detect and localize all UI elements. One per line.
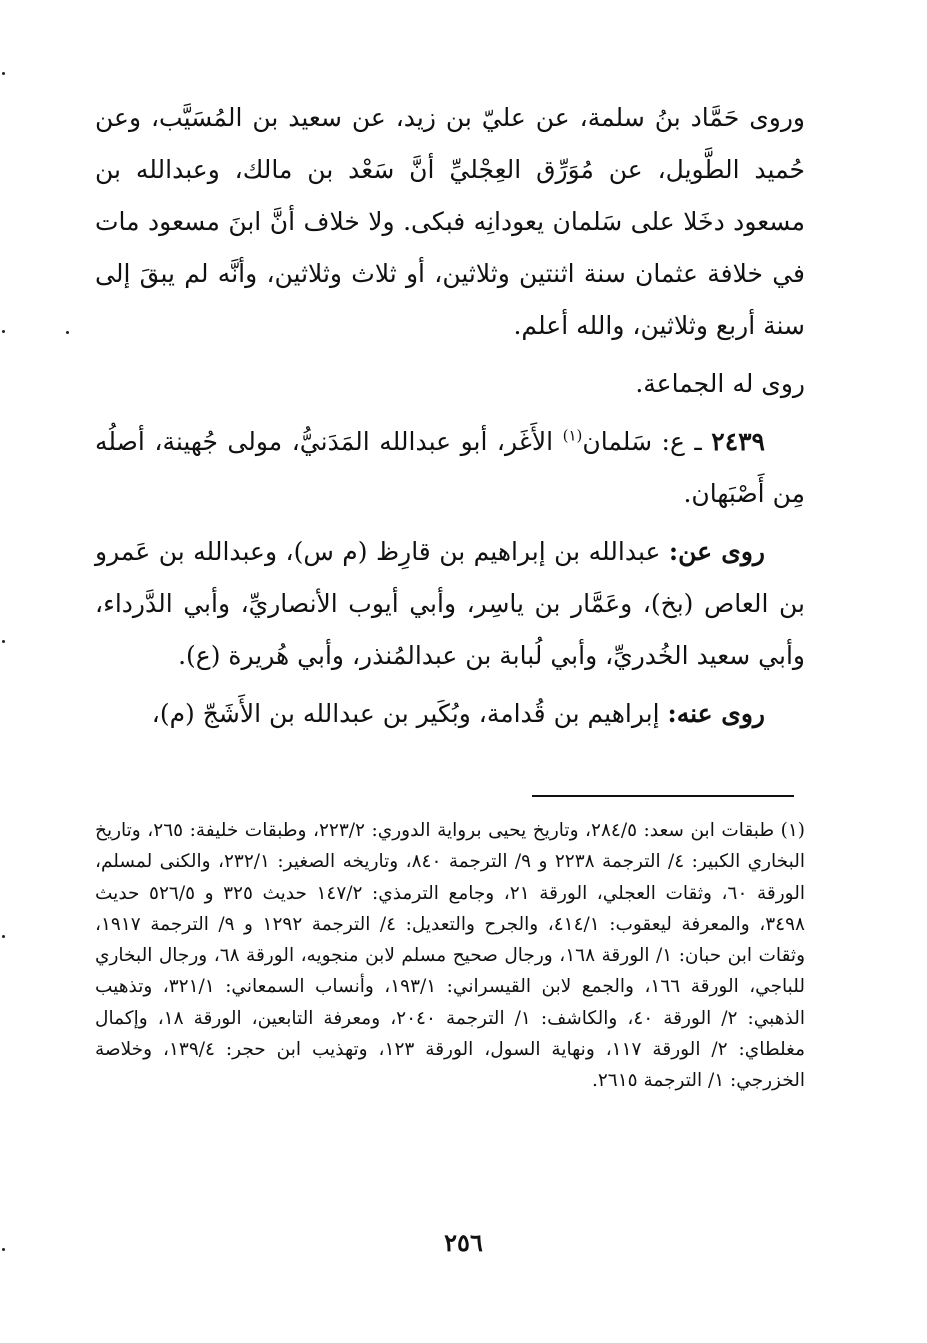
main-text [95,92,805,740]
paragraph-death-report: وروى حَمَّاد بنُ سلمة، عن عليّ بن زيد، عن سعيد بن المُسَيَّب، وعن حُميد الطَّويل، عن مُوَرِّق العِجْليِّ أنَّ سَعْد بن مالك، وعبدالله بن مسعود دخَلا على سَلمان يعودانِه فبكى. ولا خلاف أنَّ ابنَ مسعود مات في خلافة عثمان سنة اثنتين وثلاثين، أو ثلاث وثلاثين، وأنَّه لم يبقَ إلى سنة أربع وثلاثين، والله أعلم. [95,103,805,340]
narrated-by-label: روى عنه: [667,699,765,728]
paragraph-narrated-by-all: روى له الجماعة. [635,369,805,398]
margin-mark [2,72,5,75]
entry-heading [95,416,805,520]
footnote-text: طبقات ابن سعد: ٢٨٤/٥، وتاريخ يحيى برواية الدوري: ٢٢٣/٢، وطبقات خليفة: ٢٦٥، وتاريخ البخاري الكبير: ٤/ الترجمة ٢٢٣٨ و ٩/ الترجمة ٨٤٠، وتاريخه الصغير: ٢٣٢/١، والكنى لمسلم، الورقة ٦٠، وثقات العجلي، الورقة ٢١، وجامع الترمذي: ١٤٧/٢ حديث ٣٢٥ و ٥٢٦/٥ حديث ٣٤٩٨، والمعرفة ليعقوب: ٤١٤/١، والجرح والتعديل: ٤/ الترجمة ١٢٩٢ و ٩/ الترجمة ١٩١٧، وثقات ابن حبان: ١/ الورقة ١٦٨، ورجال صحيح مسلم لابن منجويه، الورقة ٦٨، ورجال البخاري للباجي، الورقة ١٦٦، والجمع لابن القيسراني: ١٩٣/١، وأنساب السمعاني: ٣٢١/١، وتذهيب الذهبي: ٢/ الورقة ٤٠، والكاشف: ١/ الترجمة ٢٠٤٠، ومعرفة التابعين، الورقة ١٨، وإكمال مغلطاي: ٢/ الورقة ١١٧، ونهاية السول، الورقة ١٢٣، وتهذيب ابن حجر: ١٣٩/٤، وخلاصة الخزرجي: ١/ الترجمة ٢٦١٥. [95,820,806,1092]
paragraph-narrated-by [95,688,805,740]
entry-number: ٢٤٣٩ [711,427,765,456]
margin-mark [66,331,69,334]
margin-mark [2,330,5,333]
paragraph-narrated-from [95,526,805,682]
narrated-from-label: روى عن: [668,537,765,566]
page-number: ٢٥٦ [444,1228,483,1257]
margin-mark [2,640,5,643]
entry-separator: ـ ع: [652,427,712,456]
footnote-marker: (١) [780,820,806,841]
narrated-by-text: إبراهيم بن قُدامة، وبُكَير بن عبدالله بن الأَشَجّ (م)، [151,699,668,728]
footnote-separator [532,795,794,797]
entry-name: سَلمان [582,427,653,456]
footnote-reference: (١) [562,426,583,445]
margin-mark [2,1248,5,1251]
entry-description: الأَغَر، أبو عبدالله المَدَنيُّ، مولى جُهينة، أصلُه مِن أَصْبَهان. [95,427,805,508]
footnote [95,815,805,1097]
margin-mark [2,935,5,938]
narrated-from-text: عبدالله بن إبراهيم بن قارِظ (م س)، وعبدالله بن عَمرو بن العاص (بخ)، وعَمَّار بن ياسِر، وأبي أيوب الأنصاريِّ، وأبي الدَّرداء، وأبي سعيد الخُدريِّ، وأبي لُبابة بن عبدالمُنذر، وأبي هُريرة (ع). [95,537,805,670]
